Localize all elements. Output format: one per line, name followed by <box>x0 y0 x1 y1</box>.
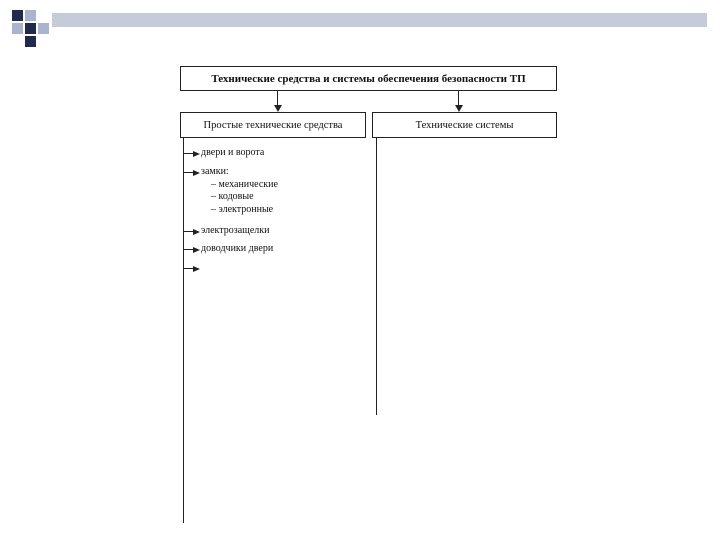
left-arrow-right-icon <box>193 229 200 235</box>
left-item <box>201 243 273 256</box>
left-item-line: – кодовые <box>211 191 254 202</box>
left-item-line: двери и ворота <box>201 147 265 158</box>
left-item <box>201 225 270 238</box>
left-connector-0 <box>183 153 193 154</box>
left-item-line: доводчики двери <box>201 243 274 254</box>
left-item-line: замки: <box>201 166 229 177</box>
diagram-title: Технические средства и системы обеспечения безопасности ТП <box>211 72 526 85</box>
arrow-down-left-icon <box>274 105 282 112</box>
right-spine-line <box>376 138 377 415</box>
left-item-line: – электронные <box>211 203 274 215</box>
header-bar <box>52 13 707 27</box>
corner-square-dark-3 <box>25 36 36 47</box>
corner-square-light-3 <box>38 23 49 34</box>
technical-systems-header-box <box>372 112 557 138</box>
corner-square-light-2 <box>12 23 23 34</box>
left-connector-2 <box>183 231 193 232</box>
left-item <box>201 166 278 216</box>
left-arrow-right-icon <box>193 266 200 272</box>
left-item <box>201 147 264 160</box>
technical-systems-header: Технические системы <box>415 119 514 131</box>
left-connector-4 <box>183 268 193 269</box>
connector-line-right <box>458 91 459 105</box>
diagram-title-box <box>180 66 557 91</box>
left-spine-line <box>183 138 184 523</box>
left-arrow-right-icon <box>193 170 200 176</box>
left-arrow-right-icon <box>193 151 200 157</box>
simple-means-header: Простые технические средства <box>203 119 343 131</box>
left-connector-1 <box>183 172 193 173</box>
connector-line-left <box>277 91 278 105</box>
left-item-line: электрозащелки <box>201 225 270 236</box>
left-arrow-right-icon <box>193 247 200 253</box>
simple-means-header-box <box>180 112 366 138</box>
left-item-line: – механические <box>211 178 278 190</box>
left-connector-3 <box>183 249 193 250</box>
arrow-down-right-icon <box>455 105 463 112</box>
corner-square-dark-2 <box>25 23 36 34</box>
corner-square-dark-1 <box>12 10 23 21</box>
corner-square-light-1 <box>25 10 36 21</box>
